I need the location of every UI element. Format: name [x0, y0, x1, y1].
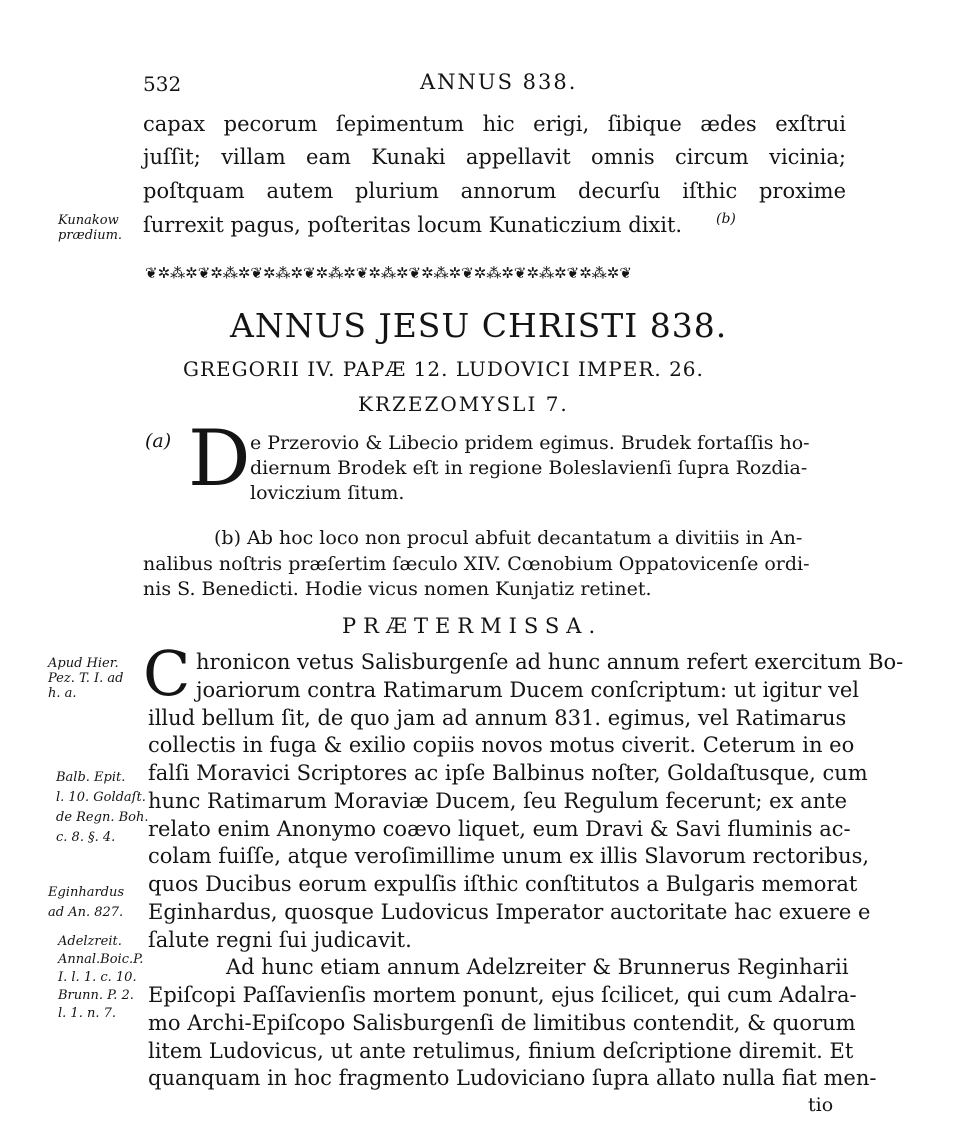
footnote-ref: (b) [716, 211, 736, 227]
body-line: hunc Ratimarum Moraviæ Ducem, ſeu Regulum fecerunt; ex ante [148, 789, 848, 813]
section-title: ANNUS JESU CHRISTI 838. [230, 306, 728, 345]
body-line: collectis in fuga & exilio copiis novos motus civerit. Ceterum in eo [148, 733, 855, 757]
margin-note-adelz [58, 933, 143, 1023]
body-line: colam fuiſſe, atque veroſimillime unum ex illis Slavorum rectoribus, [148, 844, 870, 868]
body-line: quos Ducibus eorum expulſis iſthic conſtitutos a Bulgaris memorat [148, 872, 858, 896]
margin-note-line: Brunn. P. 2. [58, 988, 134, 1003]
body-line: juſſit; villam eam Kunaki appellavit omnis circum vicinia; [143, 145, 846, 169]
section-subtitle-2: KRZEZOMYSLI 7. [358, 392, 569, 416]
body-line: capax pecorum ſepimentum hic erigi, ſibique ædes exſtrui [143, 112, 846, 136]
body-line: quanquam in hoc fragmento Ludoviciano ſupra allato nulla fiat men- [148, 1066, 877, 1090]
body-line: litem Ludovicus, ut ante retulimus, finium deſcriptione diremit. Et [148, 1039, 854, 1063]
praetermissa-title: PRÆTERMISSA. [342, 614, 603, 638]
margin-note-line: l. 1. n. 7. [58, 1006, 116, 1021]
body-line: illud bellum ſit, de quo jam ad annum 831. egimus, vel Ratimarus [148, 706, 847, 730]
body-line: Epiſcopi Paſſavienſis mortem ponunt, ejus ſcilicet, qui cum Adalra- [148, 983, 857, 1007]
margin-note-line: ad An. 827. [48, 905, 124, 920]
body-line: Ad hunc etiam annum Adelzreiter & Brunnerus Reginharii [226, 955, 849, 979]
note-a-label: (a) [145, 430, 172, 452]
margin-note-apud [48, 656, 123, 701]
running-title: ANNUS 838. [420, 70, 578, 94]
body-line: Eginhardus, quosque Ludovicus Imperator auctoritate hac exuere e [148, 900, 871, 924]
praetermissa-dropcap: C [143, 637, 191, 710]
margin-note-line: c. 8. §. 4. [56, 830, 116, 845]
margin-note-balb [56, 768, 148, 848]
margin-note-kunakow [58, 213, 122, 243]
note-line: diernum Brodek eſt in regione Boleslavienſi ſupra Rozdia- [250, 457, 808, 479]
margin-note-line: Eginhardus [48, 885, 125, 900]
note-line: e Przerovio & Libecio pridem egimus. Brudek fortaſſis ho- [250, 432, 810, 454]
note-a-dropcap: D [188, 414, 251, 504]
body-line: relato enim Anonymo coævo liquet, eum Dravi & Savi fluminis ac- [148, 817, 851, 841]
margin-note-line: de Regn. Boh. [56, 810, 149, 825]
margin-note-eginh [48, 883, 124, 923]
body-line: ſurrexit pagus, poſteritas locum Kunaticzium dixit. [143, 213, 683, 237]
body-line: falſi Moravici Scriptores ac ipſe Balbinus noſter, Goldaſtusque, cum [148, 761, 868, 785]
margin-note-line: I. l. 1. c. 10. [58, 970, 137, 985]
section-subtitle: GREGORII IV. PAPÆ 12. LUDOVICI IMPER. 26. [183, 357, 704, 381]
margin-note-line: Pez. T. I. ad [48, 671, 124, 686]
body-line: hronicon vetus Salisburgenſe ad hunc annum refert exercitum Bo- [196, 650, 904, 674]
body-line: mo Archi-Epiſcopo Salisburgenſi de limitibus contendit, & quorum [148, 1011, 856, 1035]
margin-note-line: Kunakow [58, 213, 119, 228]
margin-note-line: prædium. [58, 228, 123, 243]
margin-note-line: Adelzreit. [58, 934, 122, 949]
note-line: nis S. Benedicti. Hodie vicus nomen Kunjatiz retinet. [143, 578, 652, 600]
body-line: poſtquam autem plurium annorum decurſu iſthic proxime [143, 179, 846, 203]
margin-note-line: l. 10. Goldaſt. [56, 790, 146, 805]
body-line: ſalute regni ſui judicavit. [148, 928, 412, 952]
note-line: (b) Ab hoc loco non procul abfuit decantatum a divitiis in An- [214, 527, 803, 549]
margin-note-line: Annal.Boic.P. [58, 952, 144, 967]
catchword: tio [808, 1094, 834, 1116]
page-number: 532 [143, 72, 182, 96]
margin-note-line: Apud Hier. [48, 656, 119, 671]
body-line: joariorum contra Ratimarum Ducem conſcriptum: ut igitur vel [196, 678, 860, 702]
margin-note-line: Balb. Epit. [56, 770, 126, 785]
ornament-row: ❦✲⁂✲❦✲⁂✲❦✲⁂✲❦✲⁂✲❦✲⁂✲❦✲⁂✲❦✲⁂✲❦✲⁂✲❦✲⁂✲❦ [145, 264, 632, 282]
note-line: loviczium ſitum. [250, 482, 405, 504]
margin-note-line: h. a. [48, 686, 77, 701]
note-line: nalibus noſtris præſertim ſæculo XIV. Cœnobium Oppatovicenſe ordi- [143, 553, 810, 575]
